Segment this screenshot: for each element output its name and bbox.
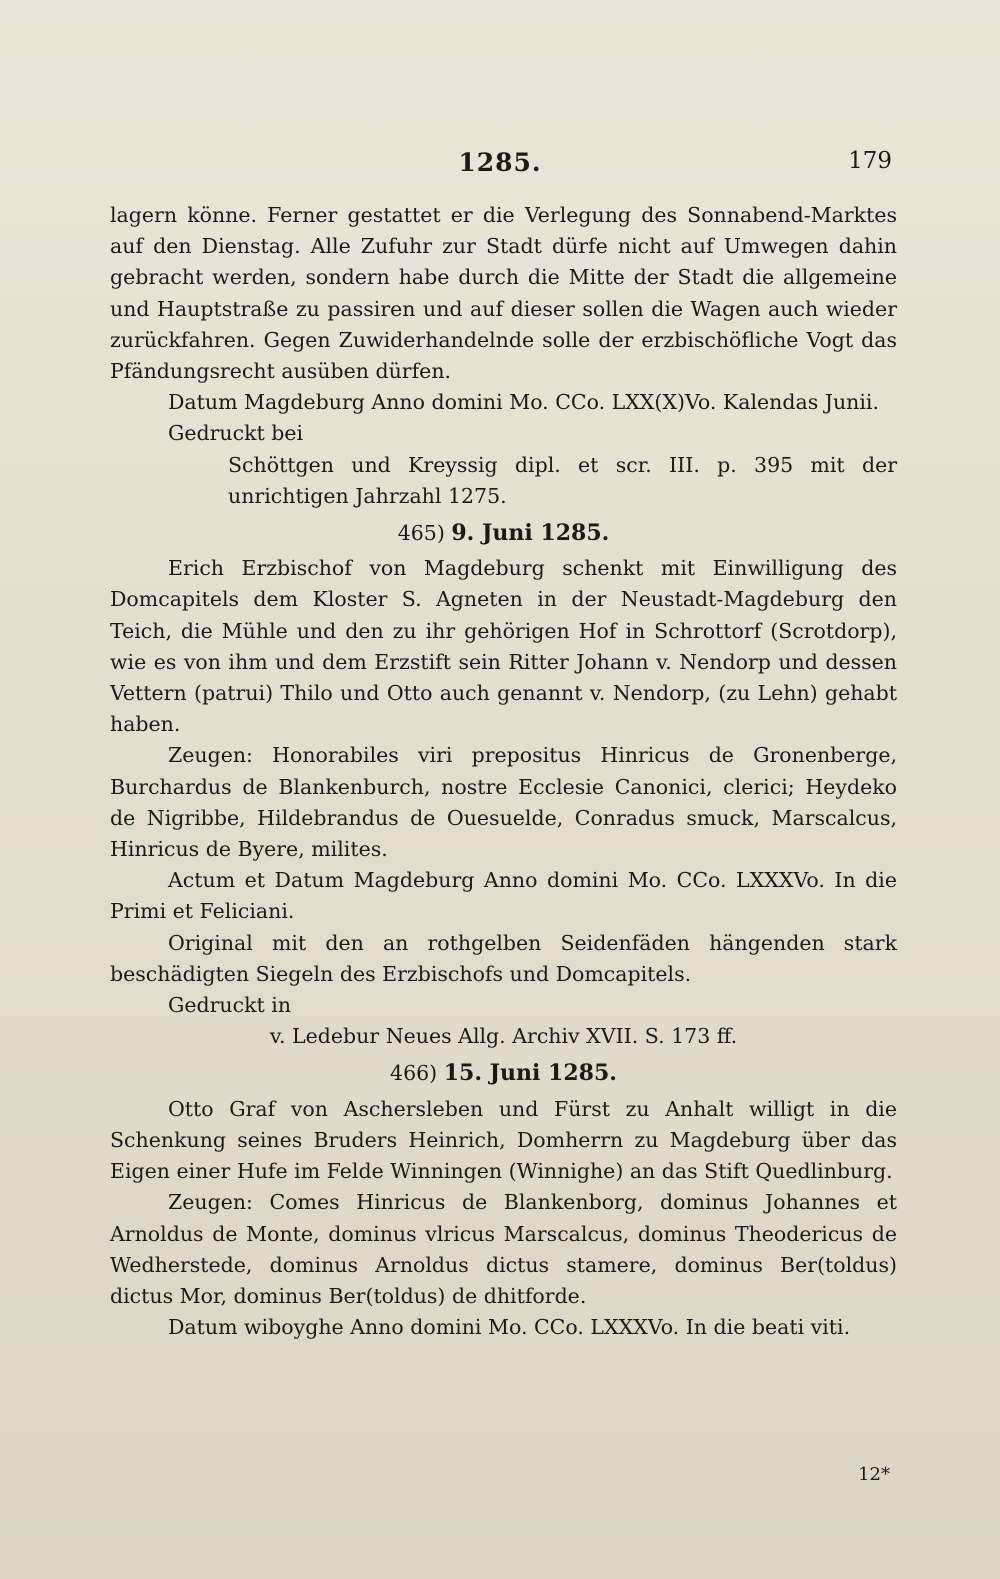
paragraph: Actum et Datum Magdeburg Anno domini Mo. CCo. LXXXVo. In die Primi et Feliciani. [110, 868, 897, 924]
paragraph: Original mit den an rothgelben Seidenfäden hängenden stark beschädigten Siegeln des Erzbischofs und Domcapitels. [110, 930, 897, 986]
signature-mark: 12* [858, 1464, 890, 1485]
paragraph: Datum Magdeburg Anno domini Mo. CCo. LXX(X)Vo. Kalendas Junii. [168, 390, 879, 415]
paragraph: Zeugen: Comes Hinricus de Blankenborg, dominus Johannes et Arnoldus de Monte, dominus vlricus Marscalcus, dominus Theodericus de Wedherstede, dominus Arnoldus dictus stamere, dominus Ber(toldus) dictus Mor, dominus Ber(toldus) de dhitforde. [110, 1190, 897, 1308]
paragraph: lagern könne. Ferner gestattet er die Verlegung des Sonnabend-Marktes auf den Dienstag. Alle Zufuhr zur Stadt dürfe nicht auf Umwegen dahin gebracht werden, sondern habe durch die Mitte der Stadt die allgemeine und Hauptstraße zu passiren und auf dieser sollen die Wagen auch wieder zurückfahren. Gegen Zuwiderhandelnde solle der erzbischöfliche Vogt das Pfändungsrecht ausüben dürfen. [110, 203, 897, 384]
citation: v. Ledebur Neues Allg. Archiv XVII. S. 173 ff. [269, 1024, 738, 1049]
charter-heading [110, 518, 897, 549]
charter-date: 9. Juni 1285. [451, 520, 610, 547]
page-body [110, 200, 897, 1343]
page-number: 179 [848, 148, 892, 174]
paragraph: Gedruckt bei [168, 421, 304, 446]
paragraph: Zeugen: Honorabiles viri prepositus Hinricus de Gronenberge, Burchardus de Blankenburch, nostre Ecclesie Canonici, clerici; Heydeko de Nigribbe, Hildebrandus de Ouesuelde, Conradus smuck, Marscalcus, Hinricus de Byere, milites. [110, 743, 897, 862]
paragraph: Gedruckt in [168, 993, 292, 1018]
paragraph: Erich Erzbischof von Magdeburg schenkt mit Einwilligung des Domcapitels dem Kloster S. Agneten in der Neustadt-Magdeburg den Teich, die Mühle und den zu ihr gehörigen Hof in Schrottorf (Scrotdorp), wie es von ihm und dem Erzstift sein Ritter Johann v. Nendorp und dessen Vettern (patrui) Thilo und Otto auch genannt v. Nendorp, (zu Lehn) gehabt haben. [110, 556, 897, 737]
paragraph: Datum wiboyghe Anno domini Mo. CCo. LXXXVo. In die beati viti. [168, 1315, 851, 1340]
paragraph: Otto Graf von Aschersleben und Fürst zu Anhalt willigt in die Schenkung seines Bruders Heinrich, Domherrn zu Magdeburg über das Eigen einer Hufe im Felde Winningen (Winnighe) an das Stift Quedlinburg. [110, 1096, 897, 1184]
running-head-year: 1285. [458, 148, 542, 177]
charter-number: 466) [390, 1061, 438, 1086]
charter-heading [110, 1058, 897, 1089]
page-header [0, 148, 1000, 180]
charter-date: 15. Juni 1285. [443, 1060, 617, 1087]
charter-number: 465) [397, 521, 445, 546]
citation: Schöttgen und Kreyssig dipl. et scr. III. p. 395 mit der unrichtigen Jahrzahl 1275. [228, 452, 897, 508]
